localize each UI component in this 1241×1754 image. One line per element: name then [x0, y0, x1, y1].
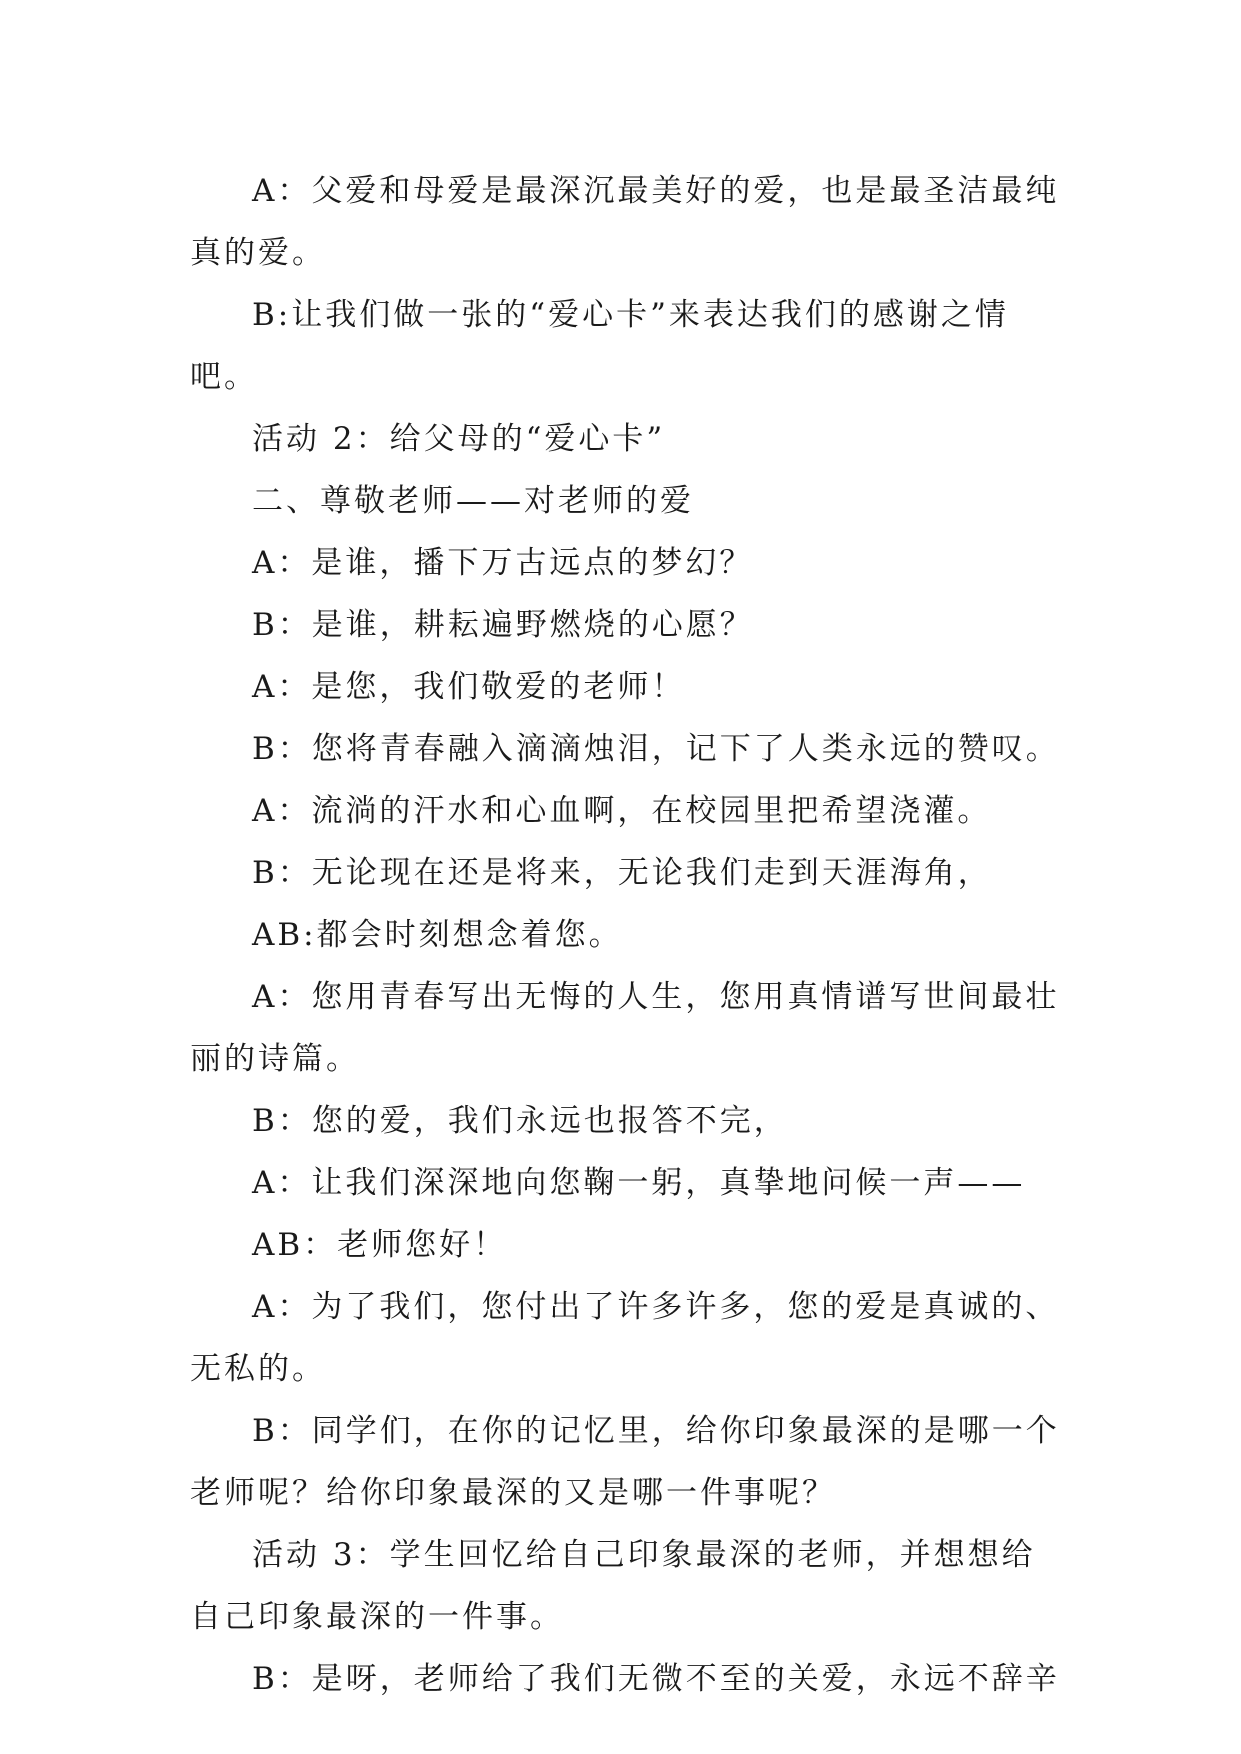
paragraph: B：您将青春融入滴滴烛泪，记下了人类永远的赞叹。 [252, 731, 1060, 767]
paragraph: A：父爱和母爱是最深沉最美好的爱，也是最圣洁最纯真的爱。 [190, 173, 1060, 271]
paragraph: A：让我们深深地向您鞠一躬，真挚地问候一声—— [252, 1165, 1026, 1201]
paragraph: B：是呀，老师给了我们无微不至的关爱，永远不辞辛 [252, 1661, 1060, 1697]
paragraph: B：您的爱，我们永远也报答不完， [252, 1103, 788, 1139]
paragraph: 活动 2：给父母的“爱心卡” [252, 421, 666, 457]
paragraph: B:让我们做一张的“爱心卡”来表达我们的感谢之情吧。 [190, 297, 1009, 395]
paragraph: A：您用青春写出无悔的人生，您用真情谱写世间最壮丽的诗篇。 [190, 979, 1060, 1077]
paragraph: 活动 3：学生回忆给自己印象最深的老师，并想想给自己印象最深的一件事。 [190, 1537, 1036, 1635]
document-body [190, 160, 1060, 1710]
paragraph: A：是谁，播下万古远点的梦幻？ [252, 545, 754, 581]
paragraph: B：无论现在还是将来，无论我们走到天涯海角， [252, 855, 992, 891]
paragraph: AB:都会时刻想念着您。 [252, 917, 623, 953]
paragraph: A：为了我们，您付出了许多许多，您的爱是真诚的、无私的。 [190, 1289, 1060, 1387]
paragraph: AB：老师您好！ [252, 1227, 508, 1263]
section-heading: 二、尊敬老师——对老师的爱 [252, 483, 694, 519]
paragraph: A：是您，我们敬爱的老师！ [252, 669, 686, 705]
paragraph: A：流淌的汗水和心血啊，在校园里把希望浇灌。 [252, 793, 992, 829]
paragraph: B：同学们，在你的记忆里，给你印象最深的是哪一个老师呢？给你印象最深的又是哪一件事呢？ [190, 1413, 1060, 1511]
paragraph: B：是谁，耕耘遍野燃烧的心愿？ [252, 607, 754, 643]
